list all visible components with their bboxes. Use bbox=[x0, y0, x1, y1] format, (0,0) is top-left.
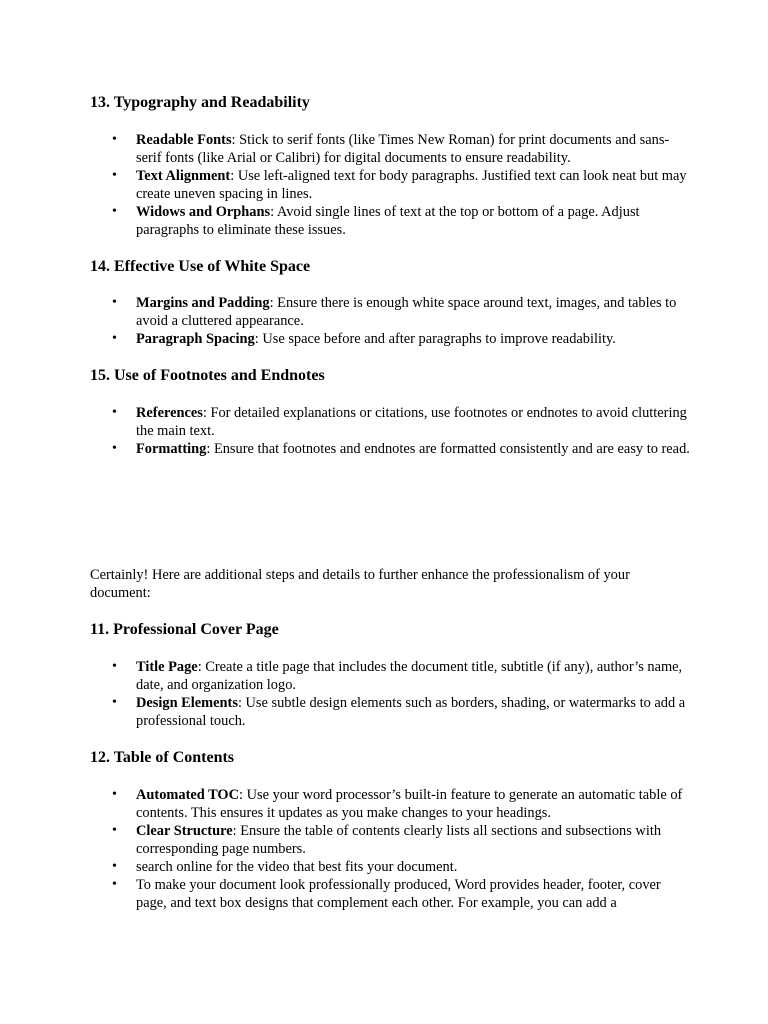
bullet-icon: • bbox=[112, 659, 117, 674]
list-item bbox=[90, 330, 690, 348]
item-term: Automated TOC bbox=[136, 787, 240, 803]
section-list-13 bbox=[90, 131, 690, 239]
bullet-icon: • bbox=[112, 823, 117, 838]
item-term: Clear Structure bbox=[136, 823, 233, 839]
bullet-icon: • bbox=[112, 787, 117, 802]
bullet-icon: • bbox=[112, 331, 117, 346]
section-list-14 bbox=[90, 294, 690, 348]
item-text: : Ensure the table of contents clearly lists all sections and subsections with corresponding page numbers. bbox=[136, 823, 662, 857]
item-text: : Use your word processor’s built-in feature to generate an automatic table of contents. This ensures it updates as you make changes to your headings. bbox=[136, 787, 683, 821]
item-term: Text Alignment bbox=[136, 168, 231, 184]
item-term: Design Elements bbox=[136, 695, 238, 711]
list-item bbox=[90, 203, 690, 239]
item-term: Readable Fonts bbox=[136, 132, 232, 148]
item-text: : Use subtle design elements such as borders, shading, or watermarks to add a professional touch. bbox=[136, 695, 686, 729]
list-item bbox=[90, 131, 690, 167]
intro-paragraph: Certainly! Here are additional steps and details to further enhance the professionalism of your document: bbox=[90, 567, 630, 601]
section-heading-13: 13. Typography and Readability bbox=[90, 94, 310, 111]
list-item bbox=[90, 694, 690, 730]
section-heading-12: 12. Table of Contents bbox=[90, 749, 235, 766]
bullet-icon: • bbox=[112, 295, 117, 310]
list-item bbox=[90, 786, 690, 822]
item-text: : Ensure that footnotes and endnotes are formatted consistently and are easy to read. bbox=[206, 441, 690, 457]
item-text: To make your document look professionally produced, Word provides header, footer, cover page, and text box designs that complement each other. For example, you can add a bbox=[136, 877, 661, 911]
bullet-icon: • bbox=[112, 132, 117, 147]
list-item bbox=[90, 404, 690, 440]
section-list-15 bbox=[90, 404, 690, 458]
bullet-icon: • bbox=[112, 859, 117, 874]
section-heading-11: 11. Professional Cover Page bbox=[90, 621, 279, 638]
section-list-12 bbox=[90, 786, 690, 912]
item-term: Formatting bbox=[136, 441, 207, 457]
bullet-icon: • bbox=[112, 441, 117, 456]
list-item bbox=[90, 822, 690, 858]
item-term: Title Page bbox=[136, 659, 198, 675]
item-text: : Ensure there is enough white space around text, images, and tables to avoid a cluttered appearance. bbox=[136, 295, 677, 329]
item-term: Widows and Orphans bbox=[136, 204, 271, 220]
list-item bbox=[90, 858, 690, 876]
bullet-icon: • bbox=[112, 695, 117, 710]
bullet-icon: • bbox=[112, 877, 117, 892]
section-heading-15: 15. Use of Footnotes and Endnotes bbox=[90, 367, 325, 384]
item-term: Margins and Padding bbox=[136, 295, 270, 311]
list-item bbox=[90, 658, 690, 694]
item-text: : Use space before and after paragraphs to improve readability. bbox=[254, 331, 616, 347]
list-item bbox=[90, 440, 690, 458]
item-text: : For detailed explanations or citations, use footnotes or endnotes to avoid cluttering the main text. bbox=[136, 405, 687, 439]
item-text: : Create a title page that includes the document title, subtitle (if any), author’s name, date, and organization logo. bbox=[136, 659, 683, 693]
item-text: search online for the video that best fits your document. bbox=[136, 859, 458, 875]
list-item bbox=[90, 167, 690, 203]
list-item bbox=[90, 294, 690, 330]
item-term: Paragraph Spacing bbox=[136, 331, 255, 347]
bullet-icon: • bbox=[112, 204, 117, 219]
item-text: : Stick to serif fonts (like Times New Roman) for print documents and sans-serif fonts (like Arial or Calibri) for digital documents to ensure readability. bbox=[136, 132, 670, 166]
list-item bbox=[90, 876, 690, 912]
item-text: : Avoid single lines of text at the top or bottom of a page. Adjust paragraphs to eliminate these issues. bbox=[136, 204, 640, 238]
item-text: : Use left-aligned text for body paragraphs. Justified text can look neat but may create uneven spacing in lines. bbox=[136, 168, 687, 202]
bullet-icon: • bbox=[112, 405, 117, 420]
bullet-icon: • bbox=[112, 168, 117, 183]
section-heading-14: 14. Effective Use of White Space bbox=[90, 258, 311, 275]
section-list-11 bbox=[90, 658, 690, 730]
item-term: References bbox=[136, 405, 203, 421]
